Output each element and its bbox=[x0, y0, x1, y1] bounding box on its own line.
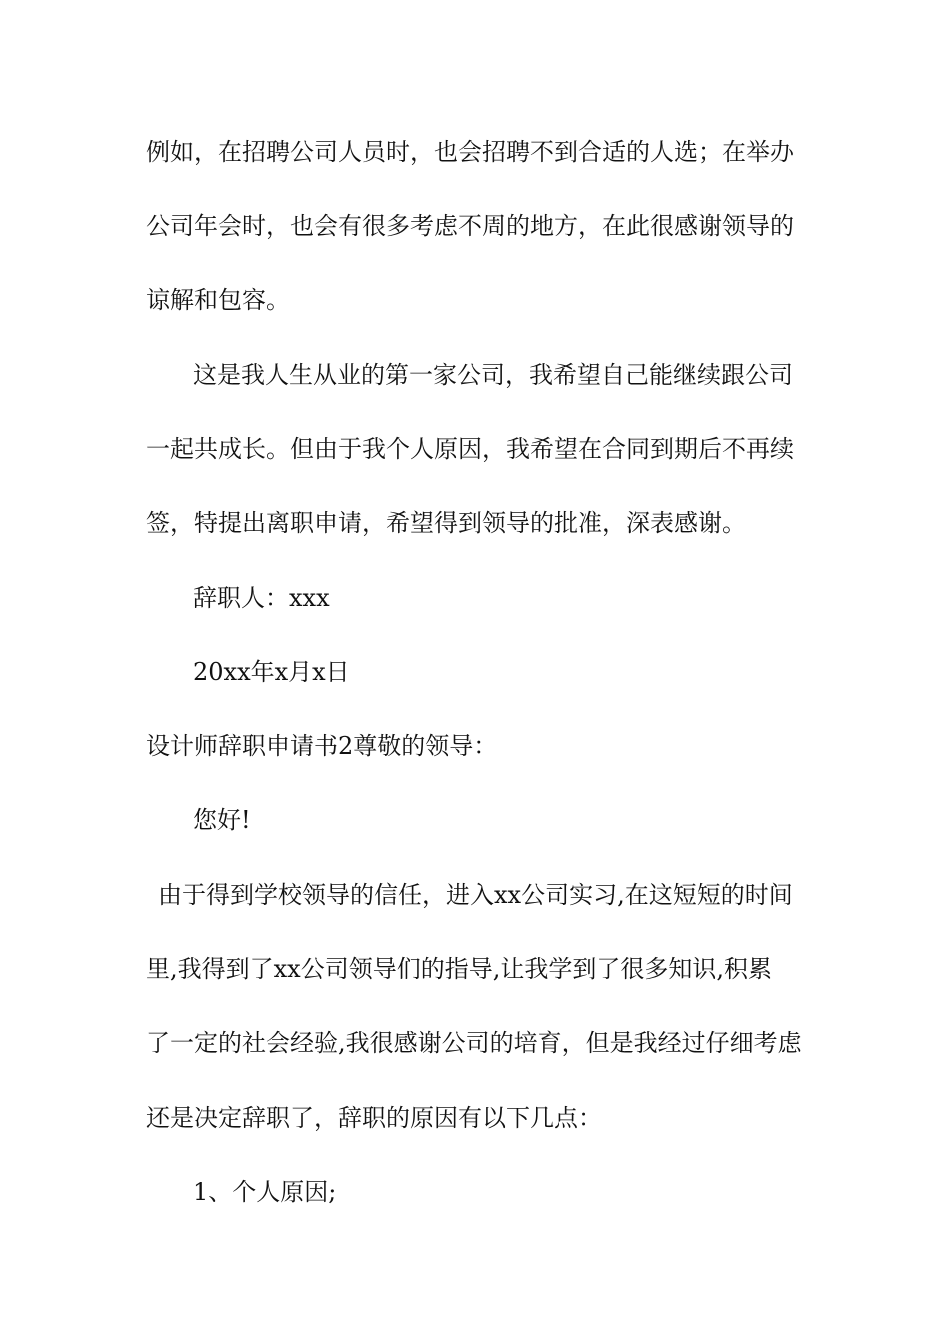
section-heading: 设计师辞职申请书2尊敬的领导： bbox=[146, 732, 498, 760]
text-line-13: 了一定的社会经验,我很感谢公司的培育，但是我经过仔细考虑 bbox=[146, 1029, 802, 1057]
text-line-4: 这是我人生从业的第一家公司，我希望自己能继续跟公司 bbox=[193, 361, 793, 389]
signature-line: 辞职人：xxx bbox=[193, 584, 330, 612]
text-line-3: 谅解和包容。 bbox=[146, 286, 290, 314]
text-line-6: 签，特提出离职申请，希望得到领导的批准，深表感谢。 bbox=[146, 509, 746, 537]
text-line-11: 由于得到学校领导的信任，进入xx公司实习,在这短短的时间 bbox=[158, 881, 793, 909]
text-line-14: 还是决定辞职了，辞职的原因有以下几点： bbox=[146, 1104, 602, 1132]
text-line-1: 例如，在招聘公司人员时，也会招聘不到合适的人选；在举办 bbox=[146, 138, 794, 166]
text-line-5: 一起共成长。但由于我个人原因，我希望在合同到期后不再续 bbox=[146, 435, 794, 463]
greeting-line: 您好! bbox=[193, 806, 251, 834]
text-line-2: 公司年会时，也会有很多考虑不周的地方，在此很感谢领导的 bbox=[146, 212, 794, 240]
date-line: 20xx年x月x日 bbox=[193, 658, 350, 686]
list-item-1: 1、个人原因; bbox=[193, 1178, 337, 1206]
text-line-12: 里,我得到了xx公司领导们的指导,让我学到了很多知识,积累 bbox=[146, 955, 772, 983]
